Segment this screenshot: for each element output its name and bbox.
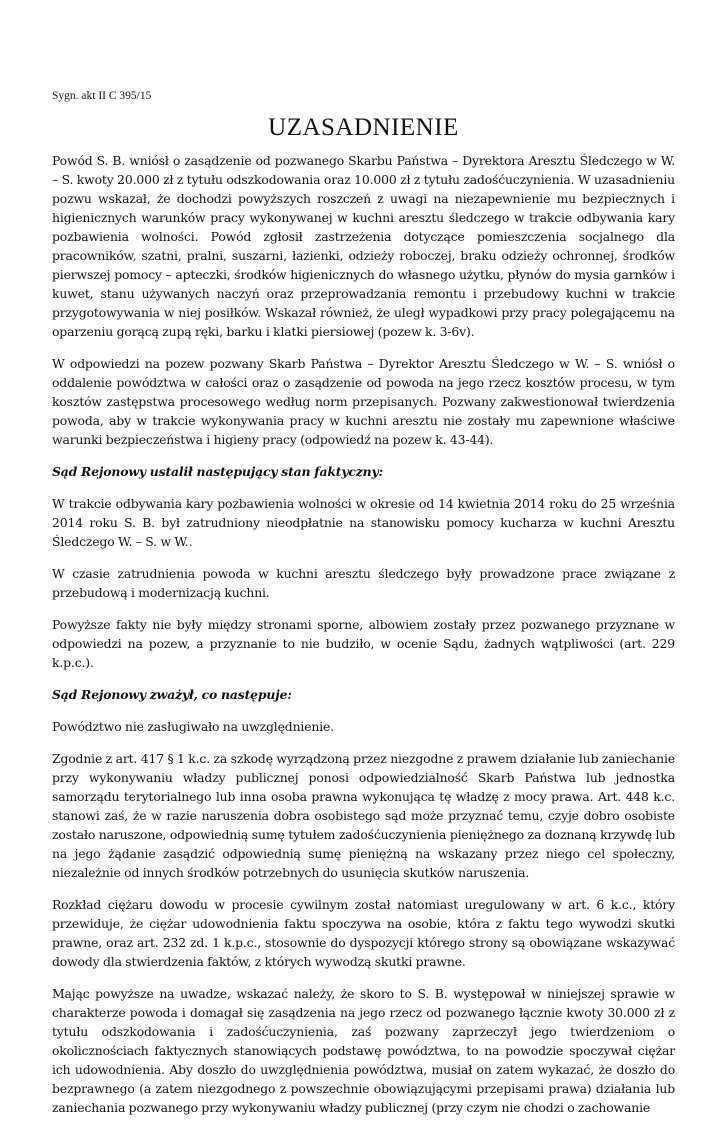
document-body xyxy=(52,151,675,1130)
paragraph: Rozkład ciężaru dowodu w procesie cywilnym został natomiast uregulowany w art. 6 k.c., który przewiduje, że ciężar udowodnienia faktu spoczywa na osobie, która z faktu tego wywodzi skutki prawne, oraz art. 232 zd. 1 k.p.c., stosownie do dyspozycji którego strony są obowiązane wskazywać dowody dla stwierdzenia faktów, z których wywodzą skutki prawne. xyxy=(52,897,675,969)
paragraph: W trakcie odbywania kary pozbawienia wolności w okresie od 14 kwietnia 2014 roku do 25 września 2014 roku S. B. był zatrudniony nieodpłatnie na stanowisku pomocy kucharza w kuchni Aresztu Śledczego W. – S. w W.. xyxy=(52,496,675,549)
section-heading: Sąd Rejonowy zważył, co następuje: xyxy=(52,687,292,702)
paragraph: Powództwo nie zasługiwało na uwzględnienie. xyxy=(52,719,335,734)
paragraph: Mając powyższe na uwadze, wskazać należy, że skoro to S. B. występował w niniejszej sprawie w charakterze powoda i domagał się zasądzenia na jego rzecz od pozwanego łącznie kwoty 30.000 zł z tytułu odszkodowania i zadośćuczynienia, zaś pozwany zaprzeczył jego twierdzeniom o okolicznościach faktycznych stanowiących podstawę powództwa, to na powodzie spoczywał ciężar ich udowodnienia. Aby doszło do uwzględnienia powództwa, musiał on zatem wykazać, że doszło do bezprawnego (a zatem niezgodnego z powszechnie obowiązującymi przepisami prawa) działania lub zaniechania pozwanego przy wykonywaniu władzy publicznej (przy czym nie chodzi o zachowanie xyxy=(52,986,675,1115)
section-heading: Sąd Rejonowy ustalił następujący stan faktyczny: xyxy=(52,464,384,479)
paragraph: Powód S. B. wniósł o zasądzenie od pozwanego Skarbu Państwa – Dyrektora Aresztu Śledczego w W. – S. kwoty 20.000 zł z tytułu odszkodowania oraz 10.000 zł z tytułu zadośćuczynienia. W uzasadnieniu pozwu wskazał, że dochodzi powyższych roszczeń z uwagi na niezapewnienie mu bezpiecznych i higienicznych warunków pracy wykonywanej w kuchni aresztu śledczego w trakcie odbywania kary pozbawienia wolności. Powód zgłosił zastrzeżenia dotyczące pomieszczenia socjalnego dla pracowników, szatni, pralni, suszarni, łazienki, odzieży roboczej, braku odzieży ochronnej, środków pierwszej pomocy – apteczki, środków higienicznych do własnego użytku, płynów do mysia garnków i kuwet, stanu używanych naczyń oraz przeprowadzania remontu i przebudowy kuchni w trakcie przygotowywania w niej posiłków. Wskazał również, że uległ wypadkowi przy pracy polegającemu na oparzeniu gorącą zupą ręki, barku i klatki piersiowej (pozew k. 3-6v). xyxy=(52,153,675,339)
document-title: UZASADNIENIE xyxy=(268,114,459,141)
document-page xyxy=(52,0,675,1115)
paragraph: Zgodnie z art. 417 § 1 k.c. za szkodę wyrządzoną przez niezgodne z prawem działanie lub zaniechanie przy wykonywaniu władzy publicznej ponosi odpowiedzialność Skarb Państwa lub jednostka samorządu terytorialnego lub inna osoba prawna wykonująca tę władzę z mocy prawa. Art. 448 k.c. stanowi zaś, że w razie naruszenia dobra osobistego sąd może przyznać temu, czyje dobro osobiste zostało naruszone, odpowiednią sumę tytułem zadośćuczynienia pieniężnego za doznaną krzywdę lub na jego żądanie zasądzić odpowiednią sumę pieniężną na wskazany przez niego cel społeczny, niezależnie od innych środków potrzebnych do usunięcia skutków naruszenia. xyxy=(52,751,675,880)
case-signature: Sygn. akt II C 395/15 xyxy=(52,90,152,102)
paragraph: Powyższe fakty nie były między stronami sporne, albowiem zostały przez pozwanego przyznane w odpowiedzi na pozew, a przyznanie to nie budziło, w ocenie Sądu, żadnych wątpliwości (art. 229 k.p.c.). xyxy=(52,617,675,670)
paragraph: W odpowiedzi na pozew pozwany Skarb Państwa – Dyrektor Aresztu Śledczego w W. – S. wniósł o oddalenie powództwa w całości oraz o zasądzenie od powoda na jego rzecz kosztów procesu, w tym kosztów zastępstwa procesowego według norm przepisanych. Pozwany zakwestionował twierdzenia powoda, aby w trakcie wykonywania pracy w kuchni aresztu nie zostały mu zapewnione właściwe warunki bezpieczeństwa i higieny pracy (odpowiedź na pozew k. 43-44). xyxy=(52,356,675,447)
paragraph: W czasie zatrudnienia powoda w kuchni aresztu śledczego były prowadzone prace związane z przebudową i modernizacją kuchni. xyxy=(52,566,675,600)
